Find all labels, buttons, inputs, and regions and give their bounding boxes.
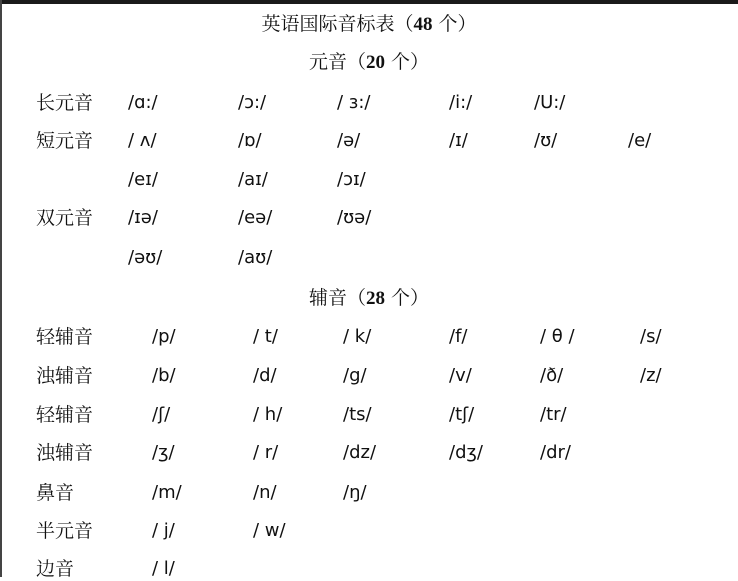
- phonetic-symbol: /tʃ/: [449, 404, 475, 425]
- phonetic-symbol: /e/: [628, 130, 652, 151]
- phonetic-symbol: /ɔ:/: [238, 92, 267, 113]
- phonetic-symbol: /p/: [152, 326, 176, 347]
- phonetic-symbol: /dʒ/: [449, 442, 483, 463]
- vowel-row: [0, 246, 738, 270]
- phonetic-symbol: /b/: [152, 365, 176, 386]
- vowel-row: [0, 168, 738, 192]
- vowels-heading: [0, 50, 738, 75]
- phonetic-symbol: / t/: [253, 326, 278, 347]
- phonetic-symbol: /ʊ/: [534, 130, 558, 151]
- vowel-row: [0, 206, 738, 230]
- phonetic-symbol: /n/: [253, 482, 277, 503]
- consonants-heading: [0, 286, 738, 311]
- phonetic-symbol: /ts/: [343, 404, 372, 425]
- phonetic-symbol: /U:/: [534, 92, 566, 113]
- consonant-row: [0, 325, 738, 349]
- vowels-heading-count: 20: [365, 52, 385, 73]
- row-label: 浊辅音: [36, 442, 94, 464]
- phonetic-symbol: /d/: [253, 365, 277, 386]
- phonetic-symbol: /ə/: [337, 130, 361, 151]
- table-title: [0, 12, 738, 37]
- phonetic-symbol: /m/: [152, 482, 182, 503]
- phonetic-symbol: / ɜ:/: [337, 92, 371, 113]
- phonetic-symbol: / j/: [152, 520, 175, 541]
- phonetic-symbol: /ɪ/: [449, 130, 468, 151]
- phonetic-symbol: / w/: [253, 520, 286, 541]
- row-label: 轻辅音: [36, 326, 94, 348]
- row-label: 半元音: [36, 520, 94, 542]
- phonetic-symbol: /ɪə/: [128, 207, 158, 228]
- row-label: 浊辅音: [36, 365, 94, 387]
- phonetic-symbol: / θ /: [540, 326, 575, 347]
- row-label: 长元音: [36, 92, 94, 114]
- top-border: [0, 0, 738, 4]
- phonetic-symbol: /ɔɪ/: [337, 169, 366, 190]
- vowels-heading-suffix: 个）: [384, 51, 430, 73]
- phonetic-symbol: /dr/: [540, 442, 571, 463]
- phonetic-symbol: /ð/: [540, 365, 564, 386]
- table-title-count: 48: [413, 14, 433, 35]
- phonetic-symbol: /f/: [449, 326, 468, 347]
- phonetic-symbol: / l/: [152, 558, 175, 579]
- phonetic-symbol: /i:/: [449, 92, 473, 113]
- phonetic-symbol: /ʒ/: [152, 442, 175, 463]
- phonetic-symbol: /tr/: [540, 404, 567, 425]
- row-label: 鼻音: [36, 482, 75, 504]
- table-title-suffix: 个）: [432, 13, 477, 35]
- consonant-row: [0, 557, 738, 581]
- phonetic-symbol: /ɑ:/: [128, 92, 158, 113]
- row-label: 短元音: [36, 130, 94, 152]
- phonetic-symbol: /z/: [640, 365, 662, 386]
- phonetic-symbol: /ŋ/: [343, 482, 367, 503]
- phonetic-symbol: / h/: [253, 404, 283, 425]
- phonetic-symbol: /ʃ/: [152, 404, 171, 425]
- row-label: 轻辅音: [36, 404, 94, 426]
- vowel-row: [0, 129, 738, 153]
- consonant-row: [0, 481, 738, 505]
- phonetic-symbol: /g/: [343, 365, 367, 386]
- phonetic-symbol: /eə/: [238, 207, 273, 228]
- vowels-heading-text: 元音（: [308, 51, 366, 73]
- phonetic-symbol: / r/: [253, 442, 279, 463]
- phonetic-symbol: /eɪ/: [128, 169, 158, 190]
- row-label: 边音: [36, 558, 75, 580]
- consonants-heading-text: 辅音（: [308, 287, 366, 309]
- phonetic-symbol: /dz/: [343, 442, 377, 463]
- phonetic-symbol: / ʌ/: [128, 130, 157, 151]
- phonetic-symbol: /v/: [449, 365, 472, 386]
- phonetic-symbol: /aɪ/: [238, 169, 268, 190]
- consonants-heading-suffix: 个）: [384, 287, 430, 309]
- phonetic-symbol: / k/: [343, 326, 372, 347]
- table-title-text: 英语国际音标表（: [261, 13, 414, 35]
- phonetic-symbol: /s/: [640, 326, 662, 347]
- vowel-row: [0, 91, 738, 115]
- phonetic-symbol: /ʊə/: [337, 207, 372, 228]
- phonetic-symbol: /əʊ/: [128, 247, 163, 268]
- row-label: 双元音: [36, 207, 94, 229]
- phonetic-symbol: /ɒ/: [238, 130, 262, 151]
- consonant-row: [0, 441, 738, 465]
- consonants-heading-count: 28: [365, 288, 385, 309]
- consonant-row: [0, 364, 738, 388]
- consonant-row: [0, 403, 738, 427]
- phonetic-symbol: /aʊ/: [238, 247, 273, 268]
- consonant-row: [0, 519, 738, 543]
